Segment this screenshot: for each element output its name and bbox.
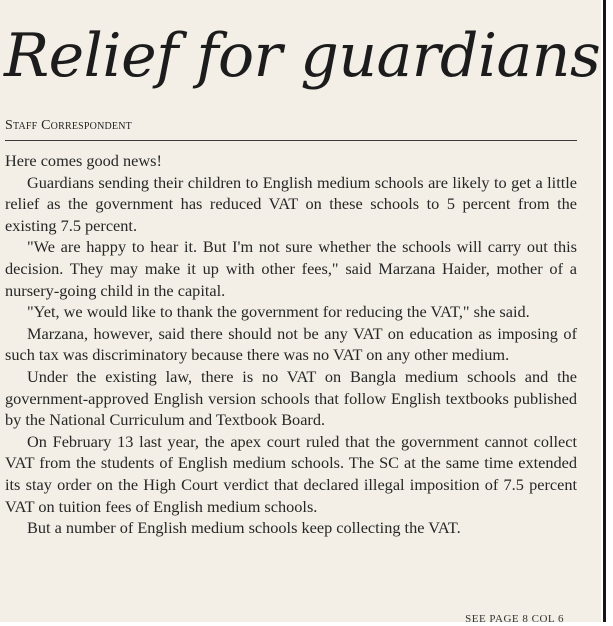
article-paragraph: But a number of English medium schools keep collecting the VAT. xyxy=(27,518,461,538)
article-paragraph: "We are happy to hear it. But I'm not sure whether the schools will carry out this decision. They may make it up with other fees," said Marzana Haider, mother of a nursery-going child in the capital. xyxy=(5,237,577,300)
article-paragraph: Guardians sending their children to English medium schools are likely to get a little relief as the government has reduced VAT on these schools to 5 percent from the existing 7.5 percent. xyxy=(5,172,577,235)
byline: Staff Correspondent xyxy=(5,118,132,133)
article-paragraph: Under the existing law, there is no VAT on Bangla medium schools and the government-approved English version schools that follow English textbooks published by the National Curriculum and Textbook Board. xyxy=(5,366,577,430)
page-edge-line xyxy=(603,0,606,622)
continuation-note: SEE PAGE 8 COL 6 xyxy=(465,613,564,625)
article-paragraph: "Yet, we would like to thank the government for reducing the VAT," she said. xyxy=(27,302,530,322)
headline: Relief for guardians xyxy=(4,21,601,91)
article-body xyxy=(5,150,577,539)
article-paragraph: Marzana, however, said there should not be any VAT on education as imposing of such tax was discriminatory because there was no VAT on any other medium. xyxy=(5,323,577,365)
byline-divider xyxy=(5,140,577,141)
article-paragraph: On February 13 last year, the apex court ruled that the government cannot collect VAT from the students of English medium schools. The SC at the same time extended its stay order on the High Court verdict that declared illegal imposition of 7.5 percent VAT on tuition fees of English medium schools. xyxy=(5,431,577,516)
article-paragraph: Here comes good news! xyxy=(5,151,162,170)
